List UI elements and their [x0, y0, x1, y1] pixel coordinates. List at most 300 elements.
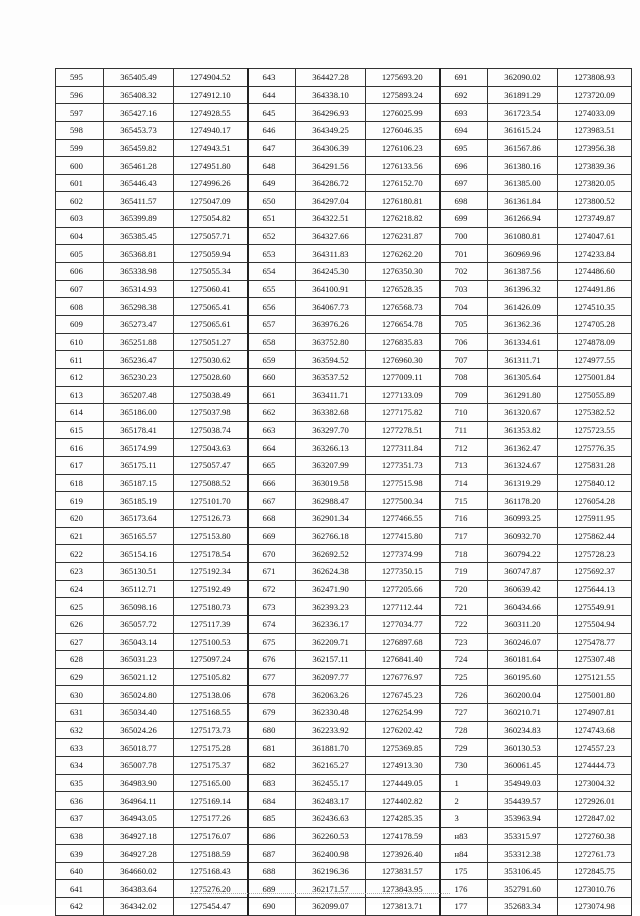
y-coordinate-cell: 1275057.47 — [174, 457, 248, 475]
x-coordinate-cell: 364297.04 — [296, 192, 366, 210]
x-coordinate-cell: 365411.57 — [104, 192, 174, 210]
x-coordinate-cell: 354949.03 — [488, 774, 558, 792]
table-row — [56, 721, 632, 739]
y-coordinate-cell: 1274743.68 — [558, 721, 632, 739]
x-coordinate-cell: 365427.16 — [104, 104, 174, 122]
x-coordinate-cell: 365405.49 — [104, 69, 174, 87]
x-coordinate-cell: 364291.56 — [296, 157, 366, 175]
point-number-cell: 618 — [56, 474, 104, 492]
point-number-cell: 678 — [248, 686, 296, 704]
x-coordinate-cell: 360246.07 — [488, 633, 558, 651]
x-coordinate-cell: 365207.48 — [104, 386, 174, 404]
y-coordinate-cell: 1273010.76 — [558, 880, 632, 898]
x-coordinate-cell: 360311.20 — [488, 615, 558, 633]
x-coordinate-cell: 360195.60 — [488, 668, 558, 686]
point-number-cell: 704 — [440, 298, 488, 316]
y-coordinate-cell: 1273843.95 — [366, 880, 440, 898]
point-number-cell: 605 — [56, 245, 104, 263]
y-coordinate-cell: 1274285.35 — [366, 809, 440, 827]
y-coordinate-cell: 1275893.24 — [366, 86, 440, 104]
point-number-cell: 597 — [56, 104, 104, 122]
point-number-cell: 175 — [440, 862, 488, 880]
x-coordinate-cell: 360181.64 — [488, 651, 558, 669]
y-coordinate-cell: 1273820.05 — [558, 174, 632, 192]
point-number-cell: 647 — [248, 139, 296, 157]
y-coordinate-cell: 1275369.85 — [366, 739, 440, 757]
y-coordinate-cell: 1274557.23 — [558, 739, 632, 757]
x-coordinate-cell: 361396.32 — [488, 280, 558, 298]
point-number-cell: 648 — [248, 157, 296, 175]
x-coordinate-cell: 364927.28 — [104, 845, 174, 863]
y-coordinate-cell: 1275840.12 — [558, 474, 632, 492]
point-number-cell: 622 — [56, 545, 104, 563]
table-row — [56, 298, 632, 316]
x-coordinate-cell: 361567.86 — [488, 139, 558, 157]
y-coordinate-cell: 1274928.55 — [174, 104, 248, 122]
point-number-cell: 683 — [248, 774, 296, 792]
x-coordinate-cell: 361387.56 — [488, 263, 558, 281]
x-coordinate-cell: 364311.83 — [296, 245, 366, 263]
x-coordinate-cell: 362400.98 — [296, 845, 366, 863]
x-coordinate-cell: 361334.61 — [488, 333, 558, 351]
x-coordinate-cell: 365338.98 — [104, 263, 174, 281]
y-coordinate-cell: 1275060.41 — [174, 280, 248, 298]
y-coordinate-cell: 1275175.28 — [174, 739, 248, 757]
y-coordinate-cell: 1273926.40 — [366, 845, 440, 863]
y-coordinate-cell: 1275478.77 — [558, 633, 632, 651]
x-coordinate-cell: 353963.94 — [488, 809, 558, 827]
point-number-cell: н83 — [440, 827, 488, 845]
x-coordinate-cell: 365385.45 — [104, 227, 174, 245]
y-coordinate-cell: 1274705.28 — [558, 315, 632, 333]
x-coordinate-cell: 362766.18 — [296, 527, 366, 545]
y-coordinate-cell: 1275097.24 — [174, 651, 248, 669]
point-number-cell: 725 — [440, 668, 488, 686]
y-coordinate-cell: 1276960.30 — [366, 351, 440, 369]
table-row — [56, 86, 632, 104]
y-coordinate-cell: 1277466.55 — [366, 510, 440, 528]
point-number-cell: 620 — [56, 510, 104, 528]
x-coordinate-cell: 361305.64 — [488, 368, 558, 386]
point-number-cell: 694 — [440, 121, 488, 139]
point-number-cell: 610 — [56, 333, 104, 351]
y-coordinate-cell: 1275693.20 — [366, 69, 440, 87]
x-coordinate-cell: 363382.68 — [296, 404, 366, 422]
table-row — [56, 651, 632, 669]
point-number-cell: 660 — [248, 368, 296, 386]
point-number-cell: 726 — [440, 686, 488, 704]
x-coordinate-cell: 365018.77 — [104, 739, 174, 757]
x-coordinate-cell: 354439.57 — [488, 792, 558, 810]
y-coordinate-cell: 1277175.82 — [366, 404, 440, 422]
y-coordinate-cell: 1275862.44 — [558, 527, 632, 545]
x-coordinate-cell: 365273.47 — [104, 315, 174, 333]
point-number-cell: 645 — [248, 104, 296, 122]
point-number-cell: 617 — [56, 457, 104, 475]
y-coordinate-cell: 1276654.78 — [366, 315, 440, 333]
y-coordinate-cell: 1276133.56 — [366, 157, 440, 175]
table-row — [56, 492, 632, 510]
point-number-cell: 689 — [248, 880, 296, 898]
x-coordinate-cell: 365024.26 — [104, 721, 174, 739]
y-coordinate-cell: 1276046.35 — [366, 121, 440, 139]
point-number-cell: 602 — [56, 192, 104, 210]
x-coordinate-cell: 365236.47 — [104, 351, 174, 369]
y-coordinate-cell: 1275001.84 — [558, 368, 632, 386]
point-number-cell: 663 — [248, 421, 296, 439]
point-number-cell: 598 — [56, 121, 104, 139]
y-coordinate-cell: 1275165.00 — [174, 774, 248, 792]
point-number-cell: 661 — [248, 386, 296, 404]
y-coordinate-cell: 1275644.13 — [558, 580, 632, 598]
x-coordinate-cell: 365175.11 — [104, 457, 174, 475]
point-number-cell: 724 — [440, 651, 488, 669]
x-coordinate-cell: 365459.82 — [104, 139, 174, 157]
x-coordinate-cell: 365314.93 — [104, 280, 174, 298]
point-number-cell: 705 — [440, 315, 488, 333]
point-number-cell: 625 — [56, 598, 104, 616]
y-coordinate-cell: 1275911.95 — [558, 510, 632, 528]
table-row — [56, 280, 632, 298]
x-coordinate-cell: 361311.71 — [488, 351, 558, 369]
x-coordinate-cell: 362471.90 — [296, 580, 366, 598]
y-coordinate-cell: 1273956.38 — [558, 139, 632, 157]
y-coordinate-cell: 1273808.93 — [558, 69, 632, 87]
x-coordinate-cell: 361319.29 — [488, 474, 558, 492]
point-number-cell: 673 — [248, 598, 296, 616]
x-coordinate-cell: 364306.39 — [296, 139, 366, 157]
y-coordinate-cell: 1276528.35 — [366, 280, 440, 298]
table-row — [56, 227, 632, 245]
point-number-cell: 682 — [248, 756, 296, 774]
point-number-cell: 716 — [440, 510, 488, 528]
point-number-cell: 681 — [248, 739, 296, 757]
point-number-cell: 613 — [56, 386, 104, 404]
table-row — [56, 686, 632, 704]
x-coordinate-cell: 364660.02 — [104, 862, 174, 880]
table-row — [56, 862, 632, 880]
point-number-cell: 601 — [56, 174, 104, 192]
x-coordinate-cell: 352683.34 — [488, 898, 558, 916]
x-coordinate-cell: 361291.80 — [488, 386, 558, 404]
point-number-cell: 631 — [56, 704, 104, 722]
point-number-cell: 709 — [440, 386, 488, 404]
x-coordinate-cell: 361881.70 — [296, 739, 366, 757]
point-number-cell: 639 — [56, 845, 104, 863]
point-number-cell: 693 — [440, 104, 488, 122]
x-coordinate-cell: 362483.17 — [296, 792, 366, 810]
y-coordinate-cell: 1274178.59 — [366, 827, 440, 845]
table-row — [56, 809, 632, 827]
y-coordinate-cell: 1275065.61 — [174, 315, 248, 333]
point-number-cell: 619 — [56, 492, 104, 510]
y-coordinate-cell: 1275065.41 — [174, 298, 248, 316]
point-number-cell: 687 — [248, 845, 296, 863]
coordinates-table — [55, 68, 632, 916]
table-row — [56, 174, 632, 192]
table-row — [56, 386, 632, 404]
y-coordinate-cell: 1274402.82 — [366, 792, 440, 810]
table-row — [56, 245, 632, 263]
table-row — [56, 439, 632, 457]
point-number-cell: 701 — [440, 245, 488, 263]
point-number-cell: 637 — [56, 809, 104, 827]
x-coordinate-cell: 365186.00 — [104, 404, 174, 422]
point-number-cell: 624 — [56, 580, 104, 598]
y-coordinate-cell: 1277205.66 — [366, 580, 440, 598]
y-coordinate-cell: 1272761.73 — [558, 845, 632, 863]
y-coordinate-cell: 1275055.89 — [558, 386, 632, 404]
point-number-cell: 611 — [56, 351, 104, 369]
y-coordinate-cell: 1276106.23 — [366, 139, 440, 157]
y-coordinate-cell: 1277278.51 — [366, 421, 440, 439]
table-row — [56, 510, 632, 528]
y-coordinate-cell: 1274996.26 — [174, 174, 248, 192]
x-coordinate-cell: 361426.09 — [488, 298, 558, 316]
x-coordinate-cell: 363537.52 — [296, 368, 366, 386]
x-coordinate-cell: 364245.30 — [296, 263, 366, 281]
x-coordinate-cell: 360932.70 — [488, 527, 558, 545]
point-number-cell: 641 — [56, 880, 104, 898]
y-coordinate-cell: 1274510.35 — [558, 298, 632, 316]
point-number-cell: 669 — [248, 527, 296, 545]
y-coordinate-cell: 1275549.91 — [558, 598, 632, 616]
y-coordinate-cell: 1272847.02 — [558, 809, 632, 827]
x-coordinate-cell: 362901.34 — [296, 510, 366, 528]
table-row — [56, 827, 632, 845]
point-number-cell: 674 — [248, 615, 296, 633]
x-coordinate-cell: 365251.88 — [104, 333, 174, 351]
point-number-cell: 721 — [440, 598, 488, 616]
point-number-cell: 654 — [248, 263, 296, 281]
point-number-cell: 615 — [56, 421, 104, 439]
y-coordinate-cell: 1274940.17 — [174, 121, 248, 139]
y-coordinate-cell: 1275168.55 — [174, 704, 248, 722]
point-number-cell: 697 — [440, 174, 488, 192]
y-coordinate-cell: 1277374.99 — [366, 545, 440, 563]
y-coordinate-cell: 1276054.28 — [558, 492, 632, 510]
y-coordinate-cell: 1276025.99 — [366, 104, 440, 122]
y-coordinate-cell: 1275173.73 — [174, 721, 248, 739]
point-number-cell: 686 — [248, 827, 296, 845]
point-number-cell: 642 — [56, 898, 104, 916]
x-coordinate-cell: 361353.82 — [488, 421, 558, 439]
x-coordinate-cell: 364983.90 — [104, 774, 174, 792]
x-coordinate-cell: 364964.11 — [104, 792, 174, 810]
x-coordinate-cell: 365174.99 — [104, 439, 174, 457]
table-row — [56, 121, 632, 139]
y-coordinate-cell: 1275101.70 — [174, 492, 248, 510]
table-row — [56, 527, 632, 545]
x-coordinate-cell: 365173.64 — [104, 510, 174, 528]
y-coordinate-cell: 1277112.44 — [366, 598, 440, 616]
y-coordinate-cell: 1275692.37 — [558, 562, 632, 580]
table-row — [56, 404, 632, 422]
y-coordinate-cell: 1273839.36 — [558, 157, 632, 175]
x-coordinate-cell: 365154.16 — [104, 545, 174, 563]
point-number-cell: 675 — [248, 633, 296, 651]
point-number-cell: 635 — [56, 774, 104, 792]
point-number-cell: 684 — [248, 792, 296, 810]
point-number-cell: 696 — [440, 157, 488, 175]
point-number-cell: 680 — [248, 721, 296, 739]
point-number-cell: 676 — [248, 651, 296, 669]
table-row — [56, 845, 632, 863]
x-coordinate-cell: 365024.80 — [104, 686, 174, 704]
x-coordinate-cell: 362157.11 — [296, 651, 366, 669]
x-coordinate-cell: 362692.52 — [296, 545, 366, 563]
point-number-cell: 717 — [440, 527, 488, 545]
table-row — [56, 315, 632, 333]
point-number-cell: 685 — [248, 809, 296, 827]
table-row — [56, 792, 632, 810]
table-row — [56, 615, 632, 633]
x-coordinate-cell: 364349.25 — [296, 121, 366, 139]
point-number-cell: 695 — [440, 139, 488, 157]
x-coordinate-cell: 362209.71 — [296, 633, 366, 651]
point-number-cell: 703 — [440, 280, 488, 298]
y-coordinate-cell: 1274904.52 — [174, 69, 248, 87]
point-number-cell: 651 — [248, 210, 296, 228]
x-coordinate-cell: 363976.26 — [296, 315, 366, 333]
table-row — [56, 633, 632, 651]
x-coordinate-cell: 362393.23 — [296, 598, 366, 616]
x-coordinate-cell: 360639.42 — [488, 580, 558, 598]
x-coordinate-cell: 364927.18 — [104, 827, 174, 845]
x-coordinate-cell: 365034.40 — [104, 704, 174, 722]
y-coordinate-cell: 1277500.34 — [366, 492, 440, 510]
y-coordinate-cell: 1275001.80 — [558, 686, 632, 704]
x-coordinate-cell: 365098.16 — [104, 598, 174, 616]
point-number-cell: 643 — [248, 69, 296, 87]
table-row — [56, 739, 632, 757]
x-coordinate-cell: 364383.64 — [104, 880, 174, 898]
y-coordinate-cell: 1275307.48 — [558, 651, 632, 669]
point-number-cell: 608 — [56, 298, 104, 316]
point-number-cell: 636 — [56, 792, 104, 810]
x-coordinate-cell: 363207.99 — [296, 457, 366, 475]
y-coordinate-cell: 1275454.47 — [174, 898, 248, 916]
y-coordinate-cell: 1277034.77 — [366, 615, 440, 633]
point-number-cell: 722 — [440, 615, 488, 633]
table-row — [56, 704, 632, 722]
y-coordinate-cell: 1275192.49 — [174, 580, 248, 598]
x-coordinate-cell: 361723.54 — [488, 104, 558, 122]
x-coordinate-cell: 365399.89 — [104, 210, 174, 228]
y-coordinate-cell: 1276776.97 — [366, 668, 440, 686]
y-coordinate-cell: 1275088.52 — [174, 474, 248, 492]
point-number-cell: 730 — [440, 756, 488, 774]
x-coordinate-cell: 360130.53 — [488, 739, 558, 757]
point-number-cell: 706 — [440, 333, 488, 351]
x-coordinate-cell: 362988.47 — [296, 492, 366, 510]
point-number-cell: 646 — [248, 121, 296, 139]
point-number-cell: 626 — [56, 615, 104, 633]
y-coordinate-cell: 1275121.55 — [558, 668, 632, 686]
y-coordinate-cell: 1274233.84 — [558, 245, 632, 263]
point-number-cell: 638 — [56, 827, 104, 845]
x-coordinate-cell: 364427.28 — [296, 69, 366, 87]
x-coordinate-cell: 365298.38 — [104, 298, 174, 316]
point-number-cell: 666 — [248, 474, 296, 492]
x-coordinate-cell: 361320.67 — [488, 404, 558, 422]
y-coordinate-cell: 1275168.43 — [174, 862, 248, 880]
point-number-cell: 3 — [440, 809, 488, 827]
x-coordinate-cell: 363297.70 — [296, 421, 366, 439]
y-coordinate-cell: 1277133.09 — [366, 386, 440, 404]
y-coordinate-cell: 1274491.86 — [558, 280, 632, 298]
table-row — [56, 333, 632, 351]
y-coordinate-cell: 1276254.99 — [366, 704, 440, 722]
y-coordinate-cell: 1272760.38 — [558, 827, 632, 845]
table-row — [56, 104, 632, 122]
y-coordinate-cell: 1275776.35 — [558, 439, 632, 457]
x-coordinate-cell: 362455.17 — [296, 774, 366, 792]
y-coordinate-cell: 1276152.70 — [366, 174, 440, 192]
x-coordinate-cell: 365043.14 — [104, 633, 174, 651]
x-coordinate-cell: 365461.28 — [104, 157, 174, 175]
y-coordinate-cell: 1275188.59 — [174, 845, 248, 863]
y-coordinate-cell: 1272926.01 — [558, 792, 632, 810]
point-number-cell: 667 — [248, 492, 296, 510]
table-row — [56, 774, 632, 792]
y-coordinate-cell: 1273074.98 — [558, 898, 632, 916]
x-coordinate-cell: 361324.67 — [488, 457, 558, 475]
y-coordinate-cell: 1275175.37 — [174, 756, 248, 774]
x-coordinate-cell: 353315.97 — [488, 827, 558, 845]
y-coordinate-cell: 1275105.82 — [174, 668, 248, 686]
y-coordinate-cell: 1275028.60 — [174, 368, 248, 386]
table-row — [56, 756, 632, 774]
point-number-cell: 711 — [440, 421, 488, 439]
y-coordinate-cell: 1276350.30 — [366, 263, 440, 281]
point-number-cell: 710 — [440, 404, 488, 422]
point-number-cell: 691 — [440, 69, 488, 87]
y-coordinate-cell: 1273720.09 — [558, 86, 632, 104]
table-row — [56, 421, 632, 439]
y-coordinate-cell: 1275055.34 — [174, 263, 248, 281]
point-number-cell: 707 — [440, 351, 488, 369]
point-number-cell: 720 — [440, 580, 488, 598]
x-coordinate-cell: 363266.13 — [296, 439, 366, 457]
x-coordinate-cell: 361385.00 — [488, 174, 558, 192]
y-coordinate-cell: 1275038.49 — [174, 386, 248, 404]
point-number-cell: 715 — [440, 492, 488, 510]
table-row — [56, 898, 632, 916]
point-number-cell: 599 — [56, 139, 104, 157]
point-number-cell: 708 — [440, 368, 488, 386]
y-coordinate-cell: 1275030.62 — [174, 351, 248, 369]
y-coordinate-cell: 1275180.73 — [174, 598, 248, 616]
y-coordinate-cell: 1275100.53 — [174, 633, 248, 651]
y-coordinate-cell: 1275178.54 — [174, 545, 248, 563]
x-coordinate-cell: 365112.71 — [104, 580, 174, 598]
y-coordinate-cell: 1276218.82 — [366, 210, 440, 228]
point-number-cell: 634 — [56, 756, 104, 774]
point-number-cell: 614 — [56, 404, 104, 422]
y-coordinate-cell: 1275723.55 — [558, 421, 632, 439]
table-row — [56, 69, 632, 87]
point-number-cell: 177 — [440, 898, 488, 916]
footer-divider — [190, 893, 450, 895]
x-coordinate-cell: 364327.66 — [296, 227, 366, 245]
y-coordinate-cell: 1275054.82 — [174, 210, 248, 228]
point-number-cell: 656 — [248, 298, 296, 316]
x-coordinate-cell: 364286.72 — [296, 174, 366, 192]
y-coordinate-cell: 1274912.10 — [174, 86, 248, 104]
point-number-cell: 640 — [56, 862, 104, 880]
point-number-cell: 629 — [56, 668, 104, 686]
